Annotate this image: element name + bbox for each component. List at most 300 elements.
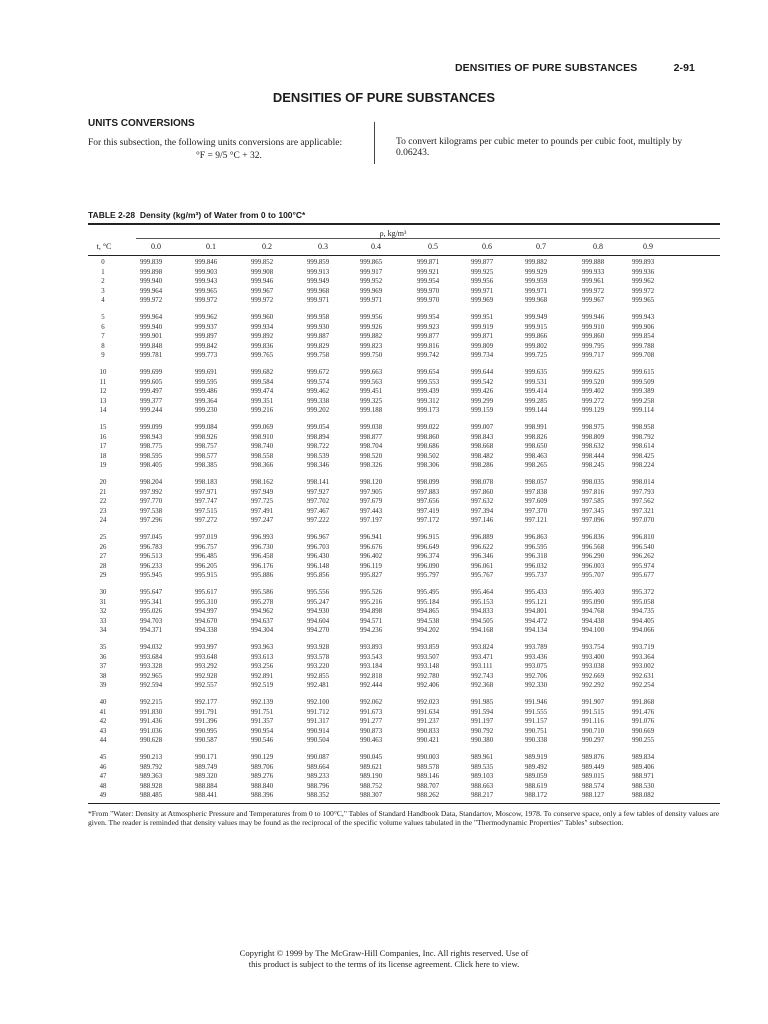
density-cell: 995.526 (360, 589, 383, 596)
density-cell: 988.127 (582, 792, 605, 800)
density-cell: 999.971 (360, 297, 383, 305)
fahrenheit-formula: °F = 9/5 °C + 32. (196, 151, 262, 161)
temperature-cell: 29 (99, 572, 107, 580)
density-cell: 998.740 (251, 443, 274, 451)
density-cell: 999.402 (582, 388, 605, 396)
density-cell: 990.003 (417, 754, 440, 761)
density-cell: 997.419 (417, 507, 440, 515)
density-cell: 999.069 (251, 424, 274, 431)
density-cell: 990.171 (195, 754, 218, 761)
density-cell: 994.338 (195, 627, 218, 635)
density-cell: 999.615 (632, 369, 655, 376)
density-cell: 999.625 (582, 369, 605, 376)
density-cell: 989.961 (471, 754, 494, 761)
table-row (88, 681, 720, 691)
density-cell: 999.451 (360, 388, 383, 396)
density-cell: 989.406 (632, 763, 655, 771)
density-cell: 990.873 (360, 727, 383, 735)
density-cell: 993.613 (251, 653, 274, 661)
density-cell: 991.868 (632, 699, 655, 706)
density-cell: 989.059 (525, 773, 548, 781)
density-cell: 992.368 (471, 682, 494, 690)
density-cell: 999.964 (140, 314, 163, 321)
column-header: 0.4 (371, 242, 381, 251)
density-cell: 996.485 (195, 553, 218, 561)
copyright-notice[interactable] (0, 948, 768, 970)
density-cell: 996.205 (195, 562, 218, 570)
density-cell: 999.114 (632, 407, 654, 415)
density-cell: 991.197 (471, 718, 494, 726)
density-cell: 995.153 (471, 598, 494, 606)
density-unit-label: ρ, kg/m³ (379, 229, 407, 238)
density-cell: 998.183 (195, 479, 218, 486)
density-cell: 996.540 (632, 543, 655, 551)
density-cell: 996.676 (360, 543, 383, 551)
temperature-cell: 7 (101, 333, 105, 341)
density-cell: 994.405 (632, 617, 655, 625)
copyright-line-2[interactable]: this product is subject to the terms of its license agreement. Click here to view. (248, 959, 520, 969)
table-row (88, 497, 720, 507)
density-cell: 999.007 (471, 424, 494, 431)
density-cell: 999.848 (140, 342, 163, 350)
density-cell: 998.614 (632, 443, 655, 451)
temperature-cell: 42 (99, 718, 107, 726)
density-cell: 998.162 (251, 479, 274, 486)
density-cell: 996.649 (417, 543, 440, 551)
density-cell: 993.256 (251, 663, 274, 671)
density-cell: 999.971 (525, 287, 548, 295)
density-cell: 999.937 (195, 323, 218, 331)
density-cell: 999.188 (360, 407, 383, 415)
density-cell: 999.921 (417, 268, 440, 276)
density-cell: 996.402 (360, 553, 383, 561)
density-cell: 996.915 (417, 534, 440, 541)
density-cell: 996.703 (307, 543, 330, 551)
density-cell: 991.830 (140, 708, 163, 716)
density-cell: 997.905 (360, 488, 383, 496)
density-cell: 994.134 (525, 627, 548, 635)
density-cell: 988.619 (525, 782, 548, 790)
density-cell: 998.099 (417, 479, 440, 486)
table-row (88, 653, 720, 663)
density-cell: 990.669 (632, 727, 655, 735)
density-cell: 999.802 (525, 342, 548, 350)
density-cell: 993.436 (525, 653, 548, 661)
density-cell: 998.668 (471, 443, 494, 451)
density-cell: 994.202 (417, 627, 440, 635)
density-cell: 999.439 (417, 388, 440, 396)
density-cell: 991.317 (307, 718, 330, 726)
density-cell: 990.792 (471, 727, 494, 735)
density-cell: 989.146 (417, 773, 440, 781)
density-cell: 999.299 (471, 397, 494, 405)
running-head (455, 62, 695, 74)
density-cell: 991.712 (307, 708, 330, 716)
density-cell: 999.970 (417, 297, 440, 305)
density-cell: 998.558 (251, 452, 274, 460)
density-cell: 995.974 (632, 562, 655, 570)
density-cell: 998.704 (360, 443, 383, 451)
density-cell: 994.833 (471, 608, 494, 616)
temperature-cell: 45 (99, 754, 107, 761)
density-cell: 999.750 (360, 352, 383, 360)
density-cell: 992.780 (417, 672, 440, 680)
density-cell: 991.157 (525, 718, 548, 726)
density-cell: 995.058 (632, 598, 655, 606)
density-cell: 989.706 (251, 763, 274, 771)
table-row (88, 287, 720, 297)
table-row (88, 313, 720, 323)
density-cell: 999.351 (251, 397, 274, 405)
density-cell: 992.215 (140, 699, 163, 706)
density-cell: 999.854 (632, 333, 655, 341)
table-row (88, 763, 720, 773)
density-cell: 999.969 (471, 297, 494, 305)
density-cell: 990.045 (360, 754, 383, 761)
density-cell: 998.792 (632, 433, 655, 441)
density-cell: 992.519 (251, 682, 274, 690)
density-cell: 989.664 (307, 763, 330, 771)
density-cell: 995.617 (195, 589, 218, 596)
density-cell: 990.380 (471, 737, 494, 745)
density-cell: 997.770 (140, 498, 163, 506)
density-cell: 989.233 (307, 773, 330, 781)
density-cell: 994.100 (582, 627, 605, 635)
density-cell: 998.385 (195, 462, 218, 470)
density-cell: 990.421 (417, 737, 440, 745)
density-cell: 988.971 (632, 773, 655, 781)
density-cell: 999.956 (360, 314, 383, 321)
density-cell: 990.129 (251, 754, 274, 761)
density-cell: 988.082 (632, 792, 655, 800)
density-cell: 997.019 (195, 534, 218, 541)
density-cell: 990.710 (582, 727, 605, 735)
density-cell: 994.438 (582, 617, 605, 625)
density-cell: 994.066 (632, 627, 655, 635)
table-row (88, 442, 720, 452)
density-cell: 999.915 (525, 323, 548, 331)
density-cell: 999.926 (360, 323, 383, 331)
density-cell: 999.971 (307, 297, 330, 305)
table-row (88, 296, 720, 306)
density-cell: 989.320 (195, 773, 218, 781)
density-cell: 992.706 (525, 672, 548, 680)
density-cell: 994.898 (360, 608, 383, 616)
density-cell: 996.032 (525, 562, 548, 570)
density-cell: 989.015 (582, 773, 605, 781)
density-cell: 988.530 (632, 782, 655, 790)
density-cell: 998.366 (251, 462, 274, 470)
table-row (88, 378, 720, 388)
table-row (88, 258, 720, 268)
density-cell: 995.121 (525, 598, 548, 606)
density-cell: 998.057 (525, 479, 548, 486)
density-cell: 999.553 (417, 378, 440, 386)
table-footnote: *From "Water: Density at Atmospheric Pressure and Temperatures from 0 to 100°C," Tables of Standard Handbook Data, Standartov, Moscow, 1978. To conserve space, only a few tables of density values are given. The reader is reminded that density values may be found as the reciprocal of the specific volume values tabulated in the "Thermodynamic Properties" Tables" subsection. (88, 809, 720, 827)
kg-to-lb-conversion-note: To convert kilograms per cubic meter to pounds per cubic foot, multiply by 0.06243. (396, 137, 683, 158)
density-cell: 998.539 (307, 452, 330, 460)
density-cell: 996.863 (525, 534, 548, 541)
density-cell: 992.330 (525, 682, 548, 690)
density-cell: 997.345 (582, 507, 605, 515)
density-cell: 990.087 (307, 754, 330, 761)
temperature-cell: 2 (101, 278, 105, 286)
column-divider (374, 122, 375, 164)
density-cell: 994.768 (582, 608, 605, 616)
temperature-cell: 28 (99, 562, 107, 570)
density-cell: 999.734 (471, 352, 494, 360)
density-cell: 988.574 (582, 782, 605, 790)
density-cell: 988.396 (251, 792, 274, 800)
density-cell: 999.823 (360, 342, 383, 350)
density-cell: 999.964 (140, 287, 163, 295)
density-cell: 996.090 (417, 562, 440, 570)
density-cell: 991.791 (195, 708, 218, 716)
density-cell: 998.650 (525, 443, 548, 451)
density-cell: 998.346 (307, 462, 330, 470)
density-cell: 995.495 (417, 589, 440, 596)
density-cell: 994.505 (471, 617, 494, 625)
table-row (88, 791, 720, 801)
density-cell: 999.846 (195, 259, 218, 266)
temperature-column-header: t, °C (96, 242, 112, 251)
temperature-cell: 37 (99, 663, 107, 671)
density-cell: 992.254 (632, 682, 655, 690)
density-cell: 999.788 (632, 342, 655, 350)
density-cell: 993.148 (417, 663, 440, 671)
density-cell: 991.673 (360, 708, 383, 716)
density-cell: 990.338 (525, 737, 548, 745)
temperature-cell: 14 (99, 407, 107, 415)
density-cell: 995.556 (307, 589, 330, 596)
density-cell: 999.285 (525, 397, 548, 405)
density-cell: 992.292 (582, 682, 605, 690)
density-cell: 999.258 (632, 397, 655, 405)
density-cell: 999.377 (140, 397, 163, 405)
density-cell: 995.886 (251, 572, 274, 580)
density-cell: 991.436 (140, 718, 163, 726)
table-row (88, 387, 720, 397)
density-cell: 989.103 (471, 773, 494, 781)
density-cell: 999.312 (417, 397, 440, 405)
density-cell: 999.325 (360, 397, 383, 405)
table-row (88, 617, 720, 627)
density-cell: 998.444 (582, 452, 605, 460)
density-cell: 999.961 (582, 278, 605, 286)
density-cell: 999.969 (360, 287, 383, 295)
density-cell: 997.585 (582, 498, 605, 506)
density-cell: 995.737 (525, 572, 548, 580)
temperature-cell: 19 (99, 462, 107, 470)
density-cell: 999.960 (251, 314, 274, 321)
density-cell: 999.691 (195, 369, 218, 376)
density-cell: 996.967 (307, 534, 330, 541)
temperature-cell: 38 (99, 672, 107, 680)
density-cell: 998.975 (582, 424, 605, 431)
density-cell: 997.370 (525, 507, 548, 515)
density-cell: 999.563 (360, 378, 383, 386)
density-cell: 999.967 (251, 287, 274, 295)
density-cell: 999.272 (582, 397, 605, 405)
density-cell: 999.520 (582, 378, 605, 386)
density-cell: 988.307 (360, 792, 383, 800)
density-cell: 994.997 (195, 608, 218, 616)
density-cell: 999.877 (471, 259, 494, 266)
density-cell: 990.628 (140, 737, 163, 745)
density-cell: 994.304 (251, 627, 274, 635)
density-cell: 991.634 (417, 708, 440, 716)
density-cell: 999.773 (195, 352, 218, 360)
density-cell: 997.515 (195, 507, 218, 515)
density-cell: 990.546 (251, 737, 274, 745)
density-cell: 994.865 (417, 608, 440, 616)
density-cell: 992.100 (307, 699, 330, 706)
density-cell: 999.882 (525, 259, 548, 266)
density-cell: 992.557 (195, 682, 218, 690)
density-cell: 994.371 (140, 627, 163, 635)
table-row (88, 368, 720, 378)
density-cell: 999.173 (417, 407, 440, 415)
density-cell: 994.032 (140, 644, 163, 651)
density-cell: 994.703 (140, 617, 163, 625)
temperature-cell: 21 (99, 488, 107, 496)
density-cell: 998.286 (471, 462, 494, 470)
temperature-cell: 35 (99, 644, 107, 651)
density-cell: 988.217 (471, 792, 494, 800)
density-cell: 995.945 (140, 572, 163, 580)
density-cell: 994.236 (360, 627, 383, 635)
density-cell: 999.962 (632, 278, 655, 286)
density-cell: 999.781 (140, 352, 163, 360)
density-cell: 999.972 (140, 297, 163, 305)
table-row (88, 323, 720, 333)
column-header: 0.2 (262, 242, 272, 251)
density-cell: 989.276 (251, 773, 274, 781)
copyright-line-1: Copyright © 1999 by The McGraw-Hill Companies, Inc. All rights reserved. Use of (239, 948, 529, 958)
table-row (88, 562, 720, 572)
table-header-rule (88, 255, 720, 256)
temperature-cell: 0 (101, 259, 105, 266)
density-cell: 996.374 (417, 553, 440, 561)
temperature-cell: 4 (101, 297, 105, 305)
table-row (88, 533, 720, 543)
density-cell: 998.224 (632, 462, 655, 470)
density-cell: 999.933 (582, 268, 605, 276)
density-cell: 998.860 (417, 433, 440, 441)
density-cell: 997.467 (307, 507, 330, 515)
page-number: 2-91 (673, 62, 695, 74)
density-cell: 989.492 (525, 763, 548, 771)
density-cell: 995.247 (307, 598, 330, 606)
density-cell: 999.860 (582, 333, 605, 341)
density-cell: 991.116 (582, 718, 604, 726)
table-row (88, 607, 720, 617)
density-cell: 998.577 (195, 452, 218, 460)
density-cell: 999.934 (251, 323, 274, 331)
density-cell: 999.946 (251, 278, 274, 286)
density-cell: 989.792 (140, 763, 163, 771)
density-cell: 988.352 (307, 792, 330, 800)
density-cell: 993.648 (195, 653, 218, 661)
density-cell: 997.096 (582, 517, 605, 525)
density-cell: 997.949 (251, 488, 274, 496)
density-cell: 996.730 (251, 543, 274, 551)
density-cell: 999.230 (195, 407, 218, 415)
density-cell: 996.318 (525, 553, 548, 561)
density-cell: 997.927 (307, 488, 330, 496)
density-cell: 999.635 (525, 369, 548, 376)
column-header: 0.8 (593, 242, 603, 251)
density-cell: 994.270 (307, 627, 330, 635)
density-cell: 999.965 (632, 297, 655, 305)
density-cell: 988.752 (360, 782, 383, 790)
units-conversions-text (88, 137, 342, 163)
density-cell: 993.578 (307, 653, 330, 661)
density-cell: 997.070 (632, 517, 655, 525)
density-cell: 991.357 (251, 718, 274, 726)
density-cell: 998.463 (525, 452, 548, 460)
density-cell: 999.943 (632, 314, 655, 321)
density-cell: 996.430 (307, 553, 330, 561)
density-cell: 996.836 (582, 534, 605, 541)
density-cell: 999.852 (251, 259, 274, 266)
density-cell: 999.965 (195, 287, 218, 295)
density-cell: 994.930 (307, 608, 330, 616)
density-cell: 993.684 (140, 653, 163, 661)
density-cell: 999.892 (251, 333, 274, 341)
density-cell: 996.941 (360, 534, 383, 541)
density-cell: 995.707 (582, 572, 605, 580)
table-row (88, 332, 720, 342)
density-cell: 995.090 (582, 598, 605, 606)
temperature-cell: 18 (99, 452, 107, 460)
density-cell: 999.038 (360, 424, 383, 431)
density-cell: 999.871 (417, 259, 440, 266)
column-header: 0.9 (643, 242, 653, 251)
density-cell: 990.463 (360, 737, 383, 745)
density-cell: 999.474 (251, 388, 274, 396)
temperature-cell: 24 (99, 517, 107, 525)
density-cell: 995.278 (251, 598, 274, 606)
density-cell: 997.491 (251, 507, 274, 515)
density-cell: 999.672 (307, 369, 330, 376)
density-cell: 999.954 (417, 314, 440, 321)
temperature-cell: 12 (99, 388, 107, 396)
density-cell: 992.481 (307, 682, 330, 690)
temperature-cell: 48 (99, 782, 107, 790)
density-cell: 994.637 (251, 617, 274, 625)
density-cell: 999.462 (307, 388, 330, 396)
density-cell: 999.099 (140, 424, 163, 431)
density-cell: 999.842 (195, 342, 218, 350)
density-cell: 993.220 (307, 663, 330, 671)
temperature-cell: 22 (99, 498, 107, 506)
density-cell: 993.038 (582, 663, 605, 671)
density-cell: 994.538 (417, 617, 440, 625)
density-cell: 999.956 (471, 278, 494, 286)
density-cell: 995.647 (140, 589, 163, 596)
temperature-cell: 15 (99, 424, 107, 431)
density-cell: 994.472 (525, 617, 548, 625)
density-cell: 999.497 (140, 388, 163, 396)
density-cell: 999.968 (307, 287, 330, 295)
density-cell: 995.915 (195, 572, 218, 580)
density-cell: 999.962 (195, 314, 218, 321)
temperature-cell: 17 (99, 443, 107, 451)
density-cell: 994.801 (525, 608, 548, 616)
density-cell: 999.972 (632, 287, 655, 295)
density-cell: 993.002 (632, 663, 655, 671)
